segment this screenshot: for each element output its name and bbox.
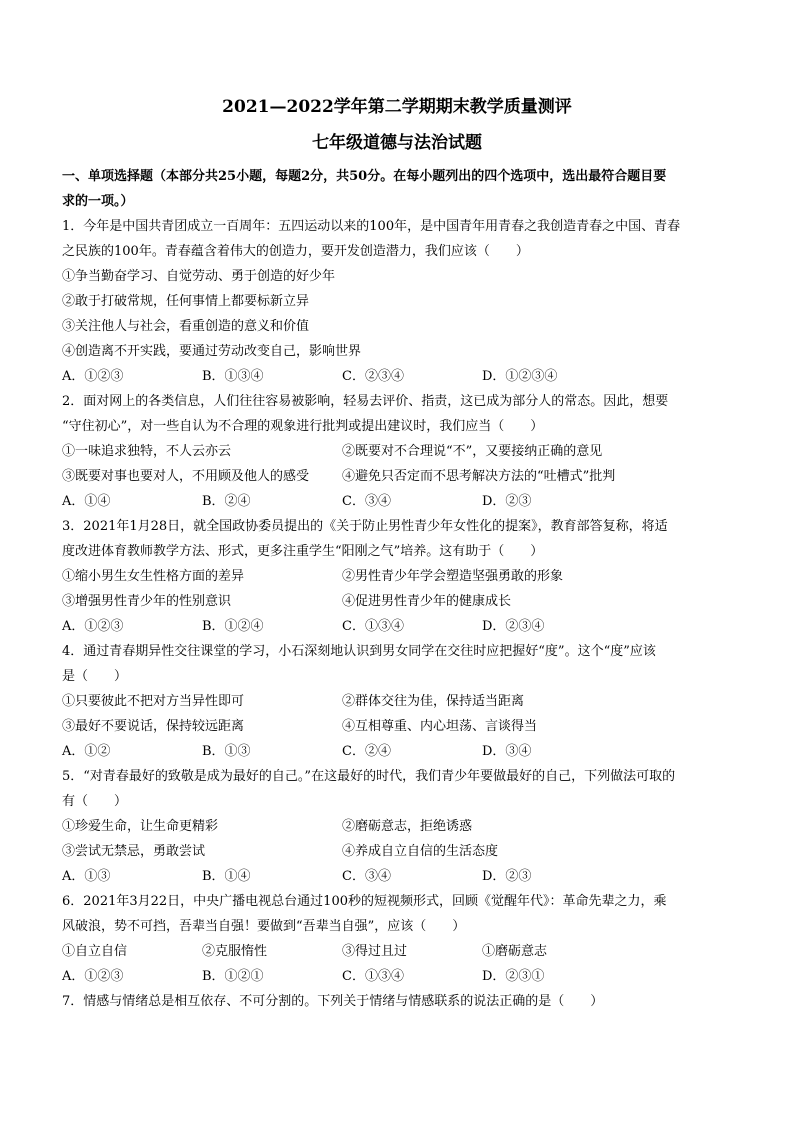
question-stem: 度改进体育教师教学方法、形式，更多注重学生“阳刚之气”培养。这有助于（ ） [62,544,544,559]
exam-title: 2021—2022学年第二学期期末教学质量测评 [222,97,572,117]
statement-row [62,839,732,864]
question-2 [62,389,732,514]
question-stem: 3．2021年1月28日，就全国政协委员提出的《关于防止男性青少年女性化的提案》，教育部答复称，将适 [62,519,668,534]
statement: ③得过且过 [342,944,408,959]
answer-options [62,739,732,764]
statement: ④避免只否定而不思考解决方法的“吐槽式”批判 [342,469,616,484]
question-stem: 5．“对青春最好的致敬是成为最好的自己。”在这最好的时代，我们青少年要做最好的自己，下列做法可取的 [62,769,676,784]
statement: ④促进男性青少年的健康成长 [342,594,512,609]
option-c[interactable]: C．②④ [342,744,391,759]
option-a[interactable]: A．①③ [62,869,111,884]
statement-row [62,464,732,489]
question-stem: 2．面对网上的各类信息，人们往往容易被影响，轻易去评价、指责，这已成为部分人的常态。因此，想要 [62,394,669,409]
statement: ①缩小男生女生性格方面的差异 [62,569,245,584]
question-stem: “守住初心”，对一些自认为不合理的观象进行批判或提出建议时，我们应当（ ） [62,419,544,434]
option-b[interactable]: B．①②① [202,969,264,984]
option-c[interactable]: C．①③④ [342,969,404,984]
statement: ②磨砺意志，拒绝诱惑 [342,819,473,834]
option-a[interactable]: A．①②③ [62,369,124,384]
statement: ④创造离不开实践，要通过劳动改变自己，影响世界 [62,344,362,359]
option-b[interactable]: B．①③④ [202,369,264,384]
option-d[interactable]: D．①②③④ [482,369,558,384]
option-d[interactable]: D．②③④ [482,619,545,634]
statement: ①磨砺意志 [482,944,548,959]
statement: ③关注他人与社会，看重创造的意义和价值 [62,319,310,334]
statement: ③最好不要说话，保持较远距离 [62,719,245,734]
statement: ①争当勤奋学习、自觉劳动、勇于创造的好少年 [62,269,336,284]
statement: ②克服惰性 [202,944,268,959]
statement: ③既要对事也要对人，不用顾及他人的感受 [62,469,310,484]
option-d[interactable]: D．②③① [482,969,545,984]
statement: ①珍爱生命，让生命更精彩 [62,819,219,834]
statement: ②敢于打破常规，任何事情上都要标新立异 [62,294,310,309]
statement: ②既要对不合理说“不”，又要接纳正确的意见 [342,444,603,459]
statement: ②男性青少年学会塑造坚强勇敢的形象 [342,569,564,584]
question-4 [62,639,732,764]
statement: ②群体交往为佳，保持适当距离 [342,694,525,709]
statement: ④养成自立自信的生活态度 [342,844,499,859]
option-a[interactable]: A．①② [62,744,111,759]
exam-page [62,96,732,1014]
answer-options [62,364,732,389]
option-d[interactable]: D．②③ [482,494,532,509]
question-3 [62,514,732,639]
statement: ①只要彼此不把对方当异性即可 [62,694,245,709]
statement-row [62,714,732,739]
answer-options [62,964,732,989]
option-b[interactable]: B．①②④ [202,619,264,634]
statement-row [62,689,732,714]
option-c[interactable]: C．①③④ [342,619,404,634]
statement: ③尝试无禁忌，勇敢尝试 [62,844,206,859]
question-stem: 4．通过青春期异性交往课堂的学习，小石深刻地认识到男女同学在交往时应把握好“度”。这个“度”应该 [62,644,656,659]
statement-row [62,939,732,964]
option-c[interactable]: C．②③④ [342,369,404,384]
question-stem: 之民族的100年。青春蕴含着伟大的创造力，要开发创造潜力，我们应该（ ） [62,244,529,259]
option-d[interactable]: D．③④ [482,744,532,759]
answer-options [62,864,732,889]
answer-options [62,614,732,639]
question-stem: 7．情感与情绪总是相互依存、不可分割的。下列关于情绪与情感联系的说法正确的是（ ） [62,994,604,1009]
question-7 [62,989,732,1014]
option-b[interactable]: B．①③ [202,744,251,759]
question-stem: 6．2021年3月22日，中央广播电视总台通过100秒的短视频形式，回顾《觉醒年代》：革命先辈之力，乘 [62,894,667,909]
statement-row [62,439,732,464]
question-stem: 风破浪，势不可挡，吾辈当自强！要做到“吾辈当自强”，应该（ ） [62,919,466,934]
question-1 [62,214,732,389]
statement: ④互相尊重、内心坦荡、言谈得当 [342,719,538,734]
statement-row [62,589,732,614]
option-a[interactable]: A．①②③ [62,619,124,634]
question-stem: 是（ ） [62,669,128,684]
question-5 [62,764,732,889]
option-c[interactable]: C．③④ [342,869,391,884]
option-c[interactable]: C．③④ [342,494,391,509]
answer-options [62,489,732,514]
statement: ③增强男性青少年的性别意识 [62,594,232,609]
question-stem: 有（ ） [62,794,128,809]
section-heading-line-2: 求的一项。） [62,194,134,209]
option-b[interactable]: B．①④ [202,869,251,884]
statement: ①一味追求独特，不人云亦云 [62,444,232,459]
question-stem: 1．今年是中国共青团成立一百周年：五四运动以来的100年，是中国青年用青春之我创造青春之中国、青春 [62,219,681,234]
section-heading-line-1: 一、单项选择题（本部分共25小题，每题2分，共50分。在每小题列出的四个选项中，选出最符合题目要 [62,169,667,184]
question-6 [62,889,732,989]
statement-row [62,814,732,839]
statement: ①自立自信 [62,944,128,959]
option-b[interactable]: B．②④ [202,494,251,509]
option-a[interactable]: A．①②③ [62,969,124,984]
option-d[interactable]: D．②③ [482,869,532,884]
exam-subtitle: 七年级道德与法治试题 [312,133,482,153]
option-a[interactable]: A．①④ [62,494,111,509]
statement-row [62,564,732,589]
